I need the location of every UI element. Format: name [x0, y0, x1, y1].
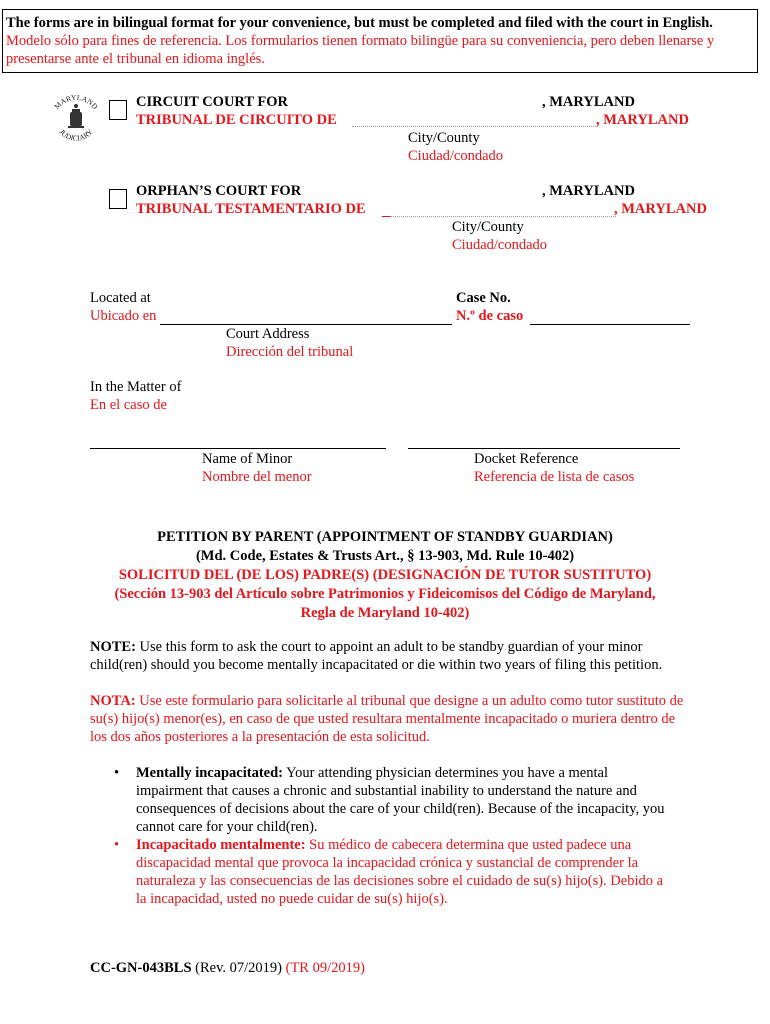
definition-text-es: Su médico de cabecera determina que usted padece una discapacidad mental que provoca la incapacidad crónica y sustancial de comprender la naturaleza y las consecuencias de las decisiones sobre el cuidado de su(s) hijo(s). Debido a la incapacidad, usted no puede cuidar de su(s) hijo(s).: [136, 837, 664, 907]
docket-reference-caption: Docket Reference: [474, 451, 579, 467]
orphans-court-city-caption: City/County: [452, 219, 524, 235]
maryland-judiciary-seal-icon: [46, 90, 106, 150]
svg-text:MARYLAND: MARYLAND: [52, 92, 100, 112]
court-address-caption-es: Dirección del tribunal: [226, 344, 354, 360]
banner-spanish-line-2: presentarse ante el tribunal en idioma inglés.: [6, 51, 265, 67]
title-english-line-1: PETITION BY PARENT (APPOINTMENT OF STANDBY GUARDIAN): [157, 529, 613, 545]
form-translation-revision: (TR 09/2019): [282, 960, 365, 976]
list-item: [112, 764, 672, 836]
banner-english-line: The forms are in bilingual format for your convenience, but must be completed and filed with the court in English.: [6, 15, 713, 31]
orphans-court-label: ORPHAN’S COURT FOR: [136, 183, 302, 199]
court-address-field[interactable]: [160, 324, 452, 325]
title-english-line-2: (Md. Code, Estates & Trusts Art., § 13-903, Md. Rule 10-402): [195, 548, 575, 564]
circuit-court-city-field[interactable]: [352, 126, 598, 127]
form-footer: [90, 960, 365, 977]
orphans-court-state-es: , MARYLAND: [614, 201, 707, 217]
banner-spanish-line-1: Modelo sólo para fines de referencia. Los formularios tienen formato bilingüe para su conveniencia, pero deben llenarse y: [6, 33, 715, 49]
note-label-es: NOTA:: [90, 693, 136, 709]
circuit-court-state: , MARYLAND: [542, 94, 635, 110]
circuit-court-label: CIRCUIT COURT FOR: [136, 94, 289, 110]
located-at-label-es: Ubicado en: [90, 308, 157, 324]
bullet-icon: •: [114, 837, 120, 853]
form-id: CC-GN-043BLS: [90, 960, 192, 976]
orphans-court-label-es: TRIBUNAL TESTAMENTARIO DE: [136, 201, 366, 217]
docket-reference-field[interactable]: [408, 448, 680, 449]
case-number-label: Case No.: [456, 290, 511, 306]
in-the-matter-label: In the Matter of: [90, 379, 182, 395]
note-label: NOTE:: [90, 639, 136, 655]
note-english: [90, 638, 690, 674]
minor-name-field[interactable]: [90, 448, 386, 449]
definitions-list: [112, 764, 672, 908]
orphans-court-city-field[interactable]: [390, 216, 616, 217]
orphans-court-underscore: [382, 216, 390, 217]
form-title: [0, 528, 770, 623]
circuit-court-city-caption: City/County: [408, 130, 480, 146]
form-revision: (Rev. 07/2019): [191, 960, 282, 976]
minor-name-caption-es: Nombre del menor: [202, 469, 312, 485]
definition-text: Your attending physician determines you have a mental impairment that causes a chronic and substantial inability to understand the nature and consequences of decisions about the care of your child(ren). Because of the incapacity, you cannot care for your child(ren).: [136, 765, 665, 835]
circuit-court-checkbox[interactable]: [109, 100, 127, 120]
orphans-court-city-caption-es: Ciudad/condado: [452, 237, 548, 253]
title-spanish-line-2: (Sección 13-903 del Artículo sobre Patrimonios y Fideicomisos del Código de Maryland,: [114, 586, 656, 602]
bilingual-notice-banner: [2, 9, 758, 73]
title-spanish-line-3: Regla de Maryland 10-402): [300, 605, 470, 621]
svg-text:JUDICIARY: JUDICIARY: [57, 127, 95, 143]
note-text: Use this form to ask the court to appoint an adult to be standby guardian of your minor child(ren) should you become mentally incapacitated or die within two years of filing this petition.: [90, 639, 663, 673]
definition-term-es: Incapacitado mentalmente:: [136, 837, 306, 853]
list-item: [112, 836, 672, 908]
case-number-field[interactable]: [530, 324, 690, 325]
docket-reference-caption-es: Referencia de lista de casos: [474, 469, 635, 485]
definition-term: Mentally incapacitated:: [136, 765, 283, 781]
court-address-caption: Court Address: [226, 326, 310, 342]
note-spanish: [90, 692, 690, 746]
note-text-es: Use este formulario para solicitarle al tribunal que designe a un adulto como tutor sustituto de su(s) hijo(s) menor(es), en caso de que usted resultara mentalmente incapacitado o muriera dentro de los dos años posteriores a la presentación de esta solicitud.: [90, 693, 684, 745]
circuit-court-label-es: TRIBUNAL DE CIRCUITO DE: [136, 112, 337, 128]
bullet-icon: •: [114, 765, 120, 781]
minor-name-caption: Name of Minor: [202, 451, 293, 467]
circuit-court-state-es: , MARYLAND: [596, 112, 689, 128]
in-the-matter-label-es: En el caso de: [90, 397, 167, 413]
circuit-court-city-caption-es: Ciudad/condado: [408, 148, 504, 164]
orphans-court-checkbox[interactable]: [109, 189, 127, 209]
title-spanish-line-1: SOLICITUD DEL (DE LOS) PADRE(S) (DESIGNACIÓN DE TUTOR SUSTITUTO): [118, 567, 652, 583]
orphans-court-state: , MARYLAND: [542, 183, 635, 199]
case-number-label-es: N.º de caso: [456, 308, 524, 324]
located-at-label: Located at: [90, 290, 151, 306]
